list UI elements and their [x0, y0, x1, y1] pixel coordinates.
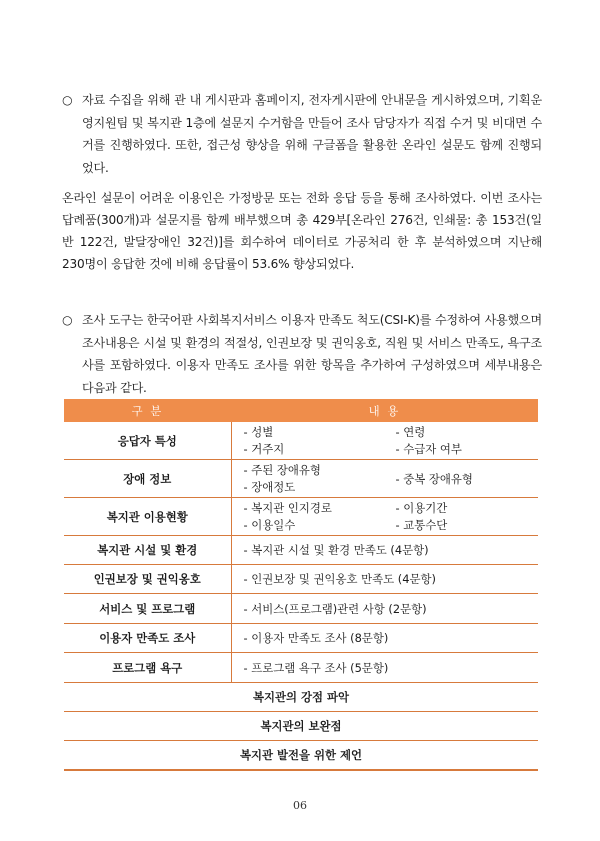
page-number: 06 [293, 799, 307, 812]
row-detail: - 복지관 시설 및 환경 만족도 (4문항) [231, 536, 538, 565]
detail-item: - 복지관 인지경로 [243, 500, 332, 515]
table-header-row [64, 400, 538, 423]
table-row [64, 624, 538, 653]
detail-item: - 중복 장애유형 [395, 471, 473, 486]
paragraph-text: 조사 도구는 한국어판 사회복지서비스 이용자 만족도 척도(CSI-K)를 수정하여 사용했으며 조사내용은 시설 및 환경의 적절성, 인권보장 및 권익옹호, 직원 및 서비스 만족도, 욕구조사를 포함하였다. 이용자 만족도 조사를 위한 항목을 추가하여 구성하였으며 세부내용은 다음과 같다. [82, 313, 542, 395]
table-row [64, 498, 538, 536]
detail-item: - 주된 장애유형 [243, 462, 321, 477]
table-row-full [64, 712, 538, 741]
table-row-full [64, 683, 538, 712]
paragraph-survey-tool [62, 309, 542, 399]
circle-bullet-icon: ○ [62, 313, 73, 327]
paragraph-survey-method [62, 187, 542, 275]
row-category: 장애 정보 [64, 460, 231, 498]
row-category: 인권보장 및 권익옹호 [64, 565, 231, 594]
row-detail [231, 498, 538, 536]
table-row [64, 594, 538, 624]
row-detail [231, 422, 538, 460]
row-category: 복지관 이용현황 [64, 498, 231, 536]
paragraph-data-collection [62, 89, 542, 179]
row-detail: - 이용자 만족도 조사 (8문항) [231, 624, 538, 653]
full-row-label: 복지관의 강점 파악 [64, 683, 538, 712]
survey-items-table [64, 399, 538, 771]
row-category: 응답자 특성 [64, 422, 231, 460]
header-category: 구 분 [64, 400, 231, 423]
row-detail: - 인권보장 및 권익옹호 만족도 (4문항) [231, 565, 538, 594]
header-content: 내 용 [231, 400, 538, 423]
row-category: 프로그램 욕구 [64, 653, 231, 683]
detail-item: - 거주지 [243, 442, 285, 457]
detail-item: - 교통수단 [395, 518, 448, 533]
row-category: 서비스 및 프로그램 [64, 594, 231, 624]
row-detail [231, 460, 538, 498]
row-category: 복지관 시설 및 환경 [64, 536, 231, 565]
row-category: 이용자 만족도 조사 [64, 624, 231, 653]
paragraph-text: 자료 수집을 위해 관 내 게시판과 홈페이지, 전자게시판에 안내문을 게시하였으며, 기획운영지원팀 및 복지관 1층에 설문지 수거함을 만들어 조사 담당자가 직접 수거 및 비대면 수거를 진행하였다. 또한, 접근성 향상을 위해 구글폼을 활용한 온라인 설문도 함께 진행되었다. [82, 93, 542, 175]
row-detail: - 프로그램 욕구 조사 (5문항) [231, 653, 538, 683]
full-row-label: 복지관 발전을 위한 제언 [64, 741, 538, 771]
table-row [64, 422, 538, 460]
table-row [64, 565, 538, 594]
row-detail: - 서비스(프로그램)관련 사항 (2문항) [231, 594, 538, 624]
paragraph-text: 온라인 설문이 어려운 이용인은 가정방문 또는 전화 응답 등을 통해 조사하였다. 이번 조사는 답례품(300개)과 설문지를 함께 배부했으며 총 429부[온라인 276건, 인쇄물: 총 153건(일반 122건, 발달장애인 32건)]를 회수하여 데이터로 가공처리 한 후 분석하였으며 지난해 230명이 응답한 것에 비해 응답률이 53.6% 향상되었다. [62, 191, 542, 271]
detail-item: - 장애정도 [243, 480, 296, 495]
table-row [64, 536, 538, 565]
detail-item: - 성별 [243, 424, 274, 439]
full-row-label: 복지관의 보완점 [64, 712, 538, 741]
circle-bullet-icon: ○ [62, 93, 73, 107]
detail-item: - 이용일수 [243, 518, 296, 533]
detail-item: - 이용기간 [395, 500, 448, 515]
detail-item: - 수급자 여부 [395, 442, 462, 457]
table-row [64, 460, 538, 498]
table-row-full [64, 741, 538, 771]
detail-item: - 연령 [395, 424, 426, 439]
table-row [64, 653, 538, 683]
